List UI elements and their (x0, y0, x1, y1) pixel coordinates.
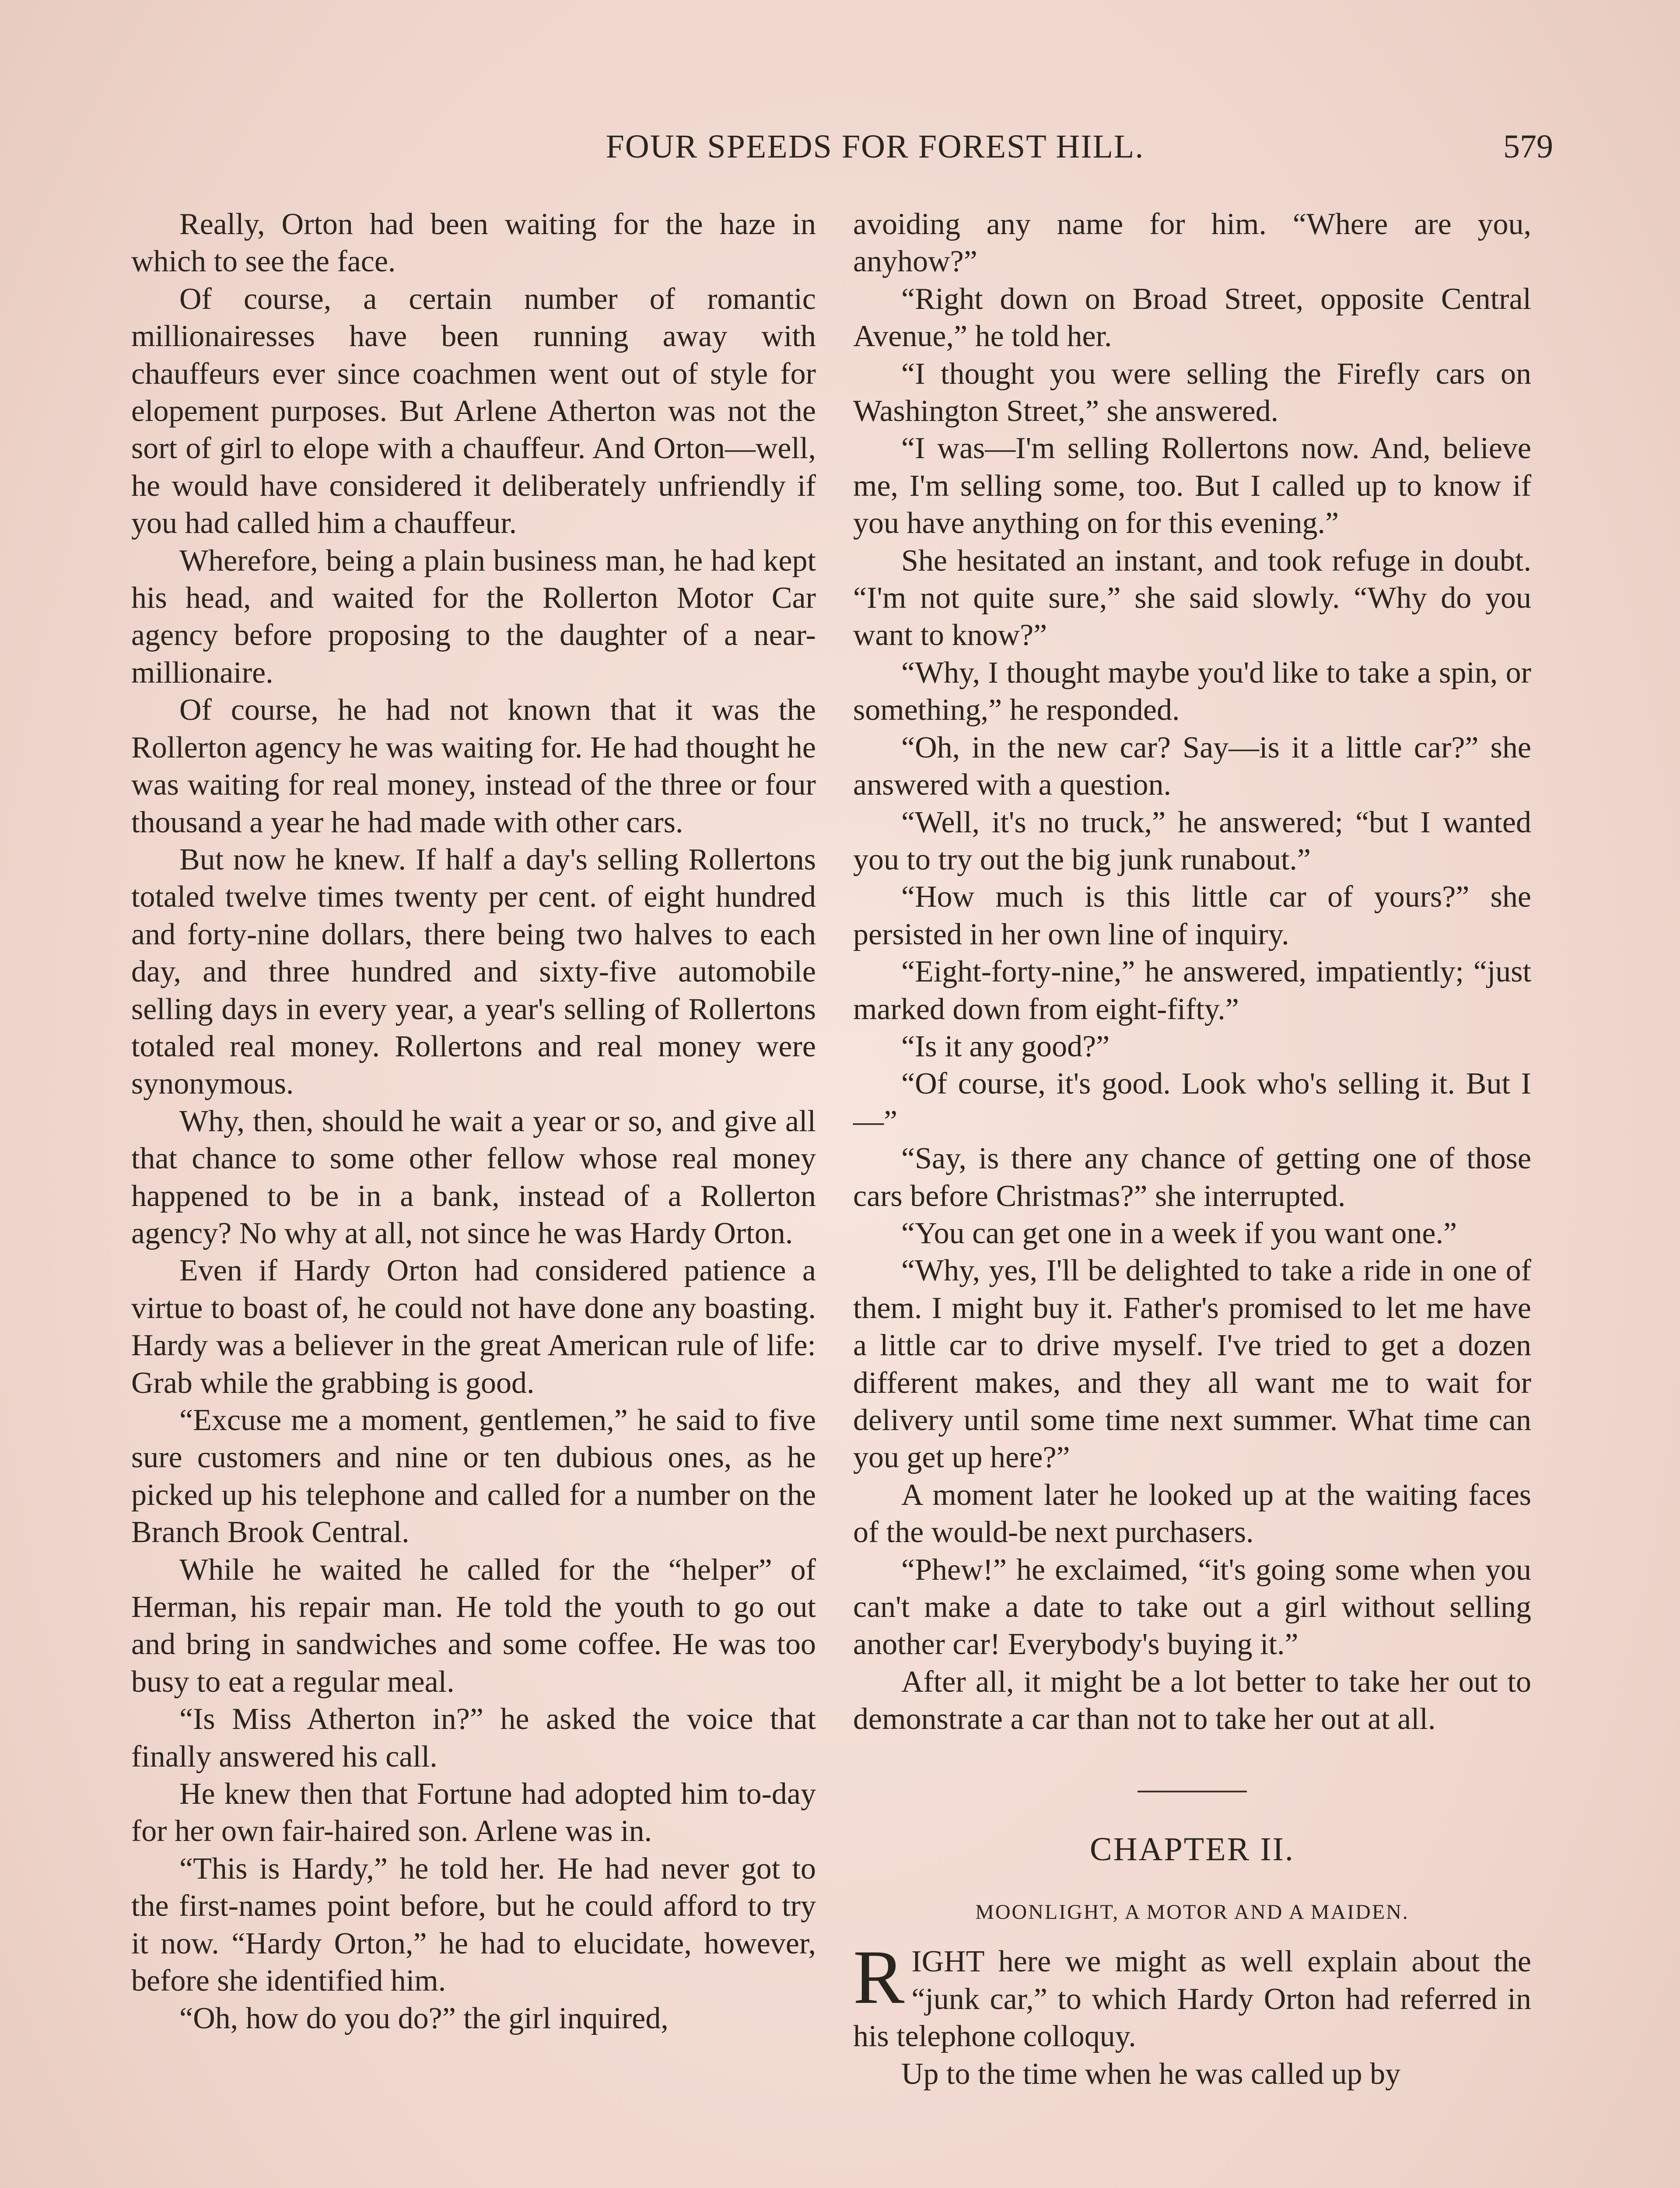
paragraph: “I was—I'm selling Rollertons now. And, believe me, I'm selling some, too. But I called up to know if you have anything on for this evening.” (853, 431, 1531, 540)
paragraph: Of course, a certain number of romantic millionairesses have been running away with chauffeurs ever since coachmen went out of style for elopement purposes. But Arlene Atherton was not the sort of girl to elope with a chauffeur. And Orton—well, he would have considered it deliberately unfriendly if you had called him a chauffeur. (131, 282, 816, 540)
chapter-opening-paragraph (853, 1935, 1531, 2055)
page-number: 579 (1503, 128, 1553, 165)
drop-cap: R (853, 1935, 905, 2020)
paragraph: “Why, I thought maybe you'd like to take a spin, or something,” he responded. (853, 656, 1531, 727)
paragraph: “Right down on Broad Street, opposite Central Avenue,” he told her. (853, 282, 1531, 354)
section-divider (1138, 1791, 1247, 1792)
paragraph: Of course, he had not known that it was the Rollerton agency he was waiting for. He had thought he was waiting for real money, instead of the three or four thousand a year he had made with other cars. (131, 693, 816, 839)
paragraph: “I thought you were selling the Firefly cars on Washington Street,” she answered. (853, 357, 1531, 428)
paragraph: After all, it might be a lot better to take her out to demonstrate a car than not to take her out at all. (853, 1665, 1531, 1736)
paragraph: “Of course, it's good. Look who's selling it. But I—” (853, 1067, 1531, 1138)
paragraph: He knew then that Fortune had adopted him to-day for her own fair-haired son. Arlene was in. (131, 1777, 816, 1848)
paragraph: “Phew!” he exclaimed, “it's going some when you can't make a date to take out a girl without selling another car! Everybody's buying it.” (853, 1553, 1531, 1662)
paragraph: Wherefore, being a plain business man, he had kept his head, and waited for the Rollerton Motor Car agency before proposing to the daughter of a near-millionaire. (131, 543, 816, 690)
paragraph: “Is Miss Atherton in?” he asked the voice that finally answered his call. (131, 1702, 816, 1774)
right-column (853, 206, 1531, 2093)
paragraph: But now he knew. If half a day's selling Rollertons totaled twelve times twenty per cent. of eight hundred and forty-nine dollars, there being two halves to each day, and three hundred and sixty-five automobile selling days in every year, a year's selling of Rollertons totaled real money. Rollertons and real money were synonymous. (131, 842, 816, 1101)
paragraph: Up to the time when he was called up by (901, 2057, 1401, 2091)
paragraph: “Excuse me a moment, gentlemen,” he said to five sure customers and nine or ten dubious ones, as he picked up his telephone and called for a number on the Branch Brook Central. (131, 1403, 816, 1550)
paragraph: “Well, it's no truck,” he answered; “but I wanted you to try out the big junk runabout.” (853, 805, 1531, 877)
paragraph: Really, Orton had been waiting for the haze in which to see the face. (131, 207, 816, 279)
paragraph: avoiding any name for him. “Where are you, anyhow?” (853, 207, 1531, 279)
chapter-body-text (853, 2055, 1531, 2093)
paragraph: While he waited he called for the “helper” of Herman, his repair man. He told the youth to go out and bring in sandwiches and some coffee. He was too busy to eat a regular meal. (131, 1553, 816, 1699)
paragraph: A moment later he looked up at the waiting faces of the would-be next purchasers. (853, 1478, 1531, 1550)
right-column-text (853, 206, 1531, 1738)
paragraph: “This is Hardy,” he told her. He had never got to the first-names point before, but he could afford to try it now. “Hardy Orton,” he had to elucidate, however, before she identified him. (131, 1851, 816, 1998)
paragraph: “Oh, how do you do?” the girl inquired, (179, 2001, 668, 2035)
paragraph: Why, then, should he wait a year or so, and give all that chance to some other fellow whose real money happened to be in a bank, instead of a Rollerton agency? No why at all, not since he was Hardy Orton. (131, 1104, 816, 1250)
paragraph: “How much is this little car of yours?” she persisted in her own line of inquiry. (853, 880, 1531, 951)
paragraph: “Why, yes, I'll be delighted to take a ride in one of them. I might buy it. Father's promised to let me have a little car to drive myself. I've tried to get a dozen different makes, and they all want me to wait for delivery until some time next summer. What time can you get up here?” (853, 1254, 1531, 1475)
paragraph: Even if Hardy Orton had considered patience a virtue to boast of, he could not have done any boasting. Hardy was a believer in the great American rule of life: Grab while the grabbing is good. (131, 1254, 816, 1400)
paragraph: “Say, is there any chance of getting one of those cars before Christmas?” she interrupted. (853, 1142, 1531, 1213)
paragraph: She hesitated an instant, and took refuge in doubt. “I'm not quite sure,” she said slowly. “Why do you want to know?” (853, 543, 1531, 652)
running-title: FOUR SPEEDS FOR FOREST HILL. (606, 128, 1144, 165)
paragraph: “You can get one in a week if you want one.” (901, 1216, 1457, 1250)
chapter-subtitle: MOONLIGHT, A MOTOR AND A MAIDEN. (975, 1900, 1409, 1924)
paragraph: “Is it any good?” (901, 1029, 1110, 1063)
paragraph: “Eight-forty-nine,” he answered, impatiently; “just marked down from eight-fifty.” (853, 955, 1531, 1026)
paragraph: “Oh, in the new car? Say—is it a little car?” she answered with a question. (853, 730, 1531, 802)
left-column (131, 206, 816, 2037)
chapter-title: CHAPTER II. (1090, 1830, 1295, 1868)
chapter-opening-text: IGHT here we might as well explain about the “junk car,” to which Hardy Orton had referred in his telephone colloquy. (853, 1945, 1531, 2054)
